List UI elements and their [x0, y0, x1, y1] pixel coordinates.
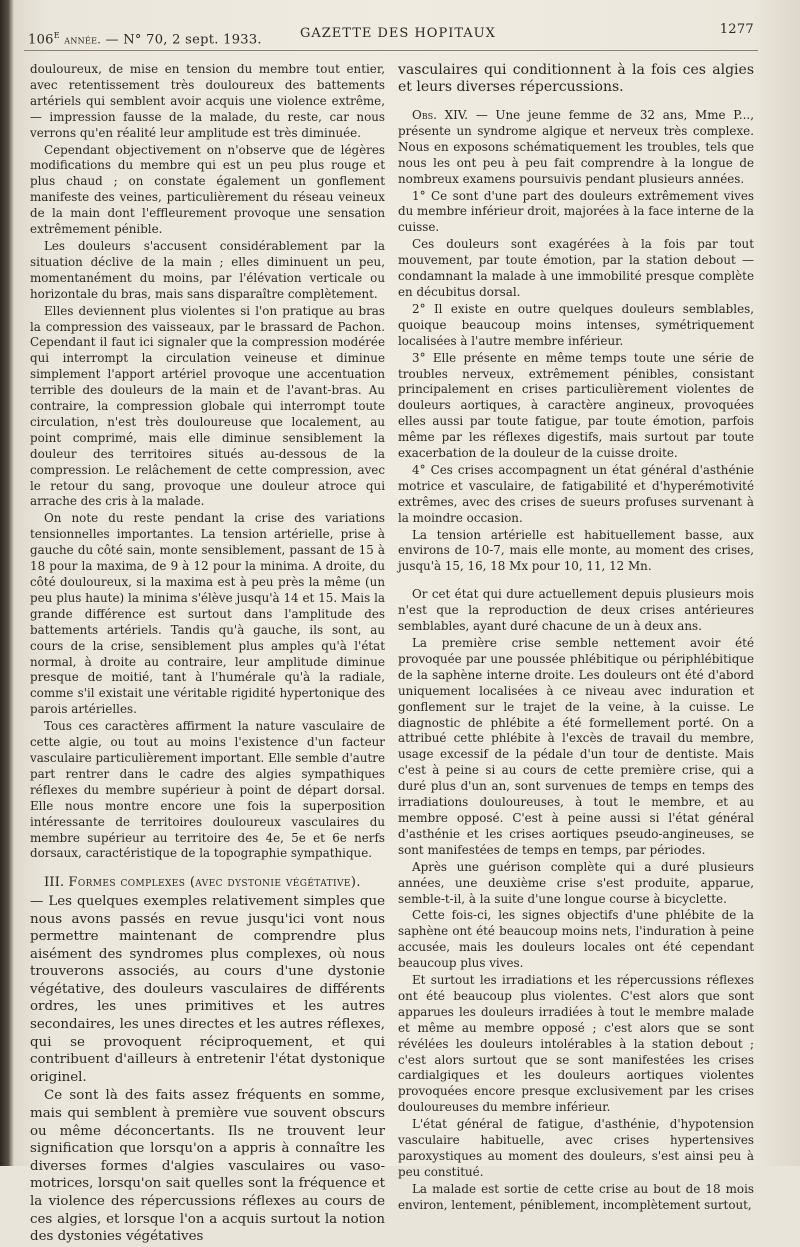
observation-label: Obs. XIV.	[412, 108, 469, 122]
header-volume-word: année.	[64, 33, 102, 47]
observation-paragraph	[398, 108, 754, 188]
paragraph: 1° Ce sont d'une part des douleurs extrêmement vives du membre inférieur droit, majorées à la face interne de la cuisse.	[398, 188, 754, 235]
running-header	[28, 22, 754, 48]
paragraph: L'état général de fatigue, d'asthénie, d'hypotension vasculaire habituelle, avec crises hypertensives paroxystiques au moment des douleurs, s'est ainsi peu à peu constitué.	[398, 1117, 754, 1179]
paragraph: On note du reste pendant la crise des variations tensionnelles importantes. La tension artérielle, prise à gauche du côté sain, monte sensiblement, passant de 15 à 18 pour la maxima, de 9 à 12 pour la minima. A droite, du côté douloureux, si la maxima est à peu près la même (un peu plus haute) la minima s'élève jusqu'à 14 et 15. Mais la grande différence est surtout dans l'amplitude des battements artériels. Tandis qu'à gauche, ils sont, au cours de la crise, sensiblement plus amples qu'à l'état normal, à droite au contraire, leur amplitude diminue presque de moitié, tant à l'humérale qu'à la radiale, comme s'il existait une véritable rigidité hypertonique des parois artérielles.	[30, 511, 385, 717]
paragraph: Après une guérison complète qui a duré plusieurs années, une deuxième crise s'est produite, apparue, semble-t-il, à la suite d'une longue course à bicyclette.	[398, 859, 754, 906]
paragraph: Ce sont là des faits assez fréquents en somme, mais qui semblent à première vue souvent obscurs ou même déconcertants. Ils ne trouvent leur signification que lorsqu'on a appris à connaître les diverses formes d'algies vasculaires ou vaso-motrices, lorsqu'on sait quelles sont la fréquence et la violence des répercussions réflexes au cours de ces algies, et lorsque l'on a acquis surtout la notion des dystonies végétatives	[30, 1088, 385, 1245]
paragraph: 3° Elle présente en même temps toute une série de troubles nerveux, extrêmement pénibles, consistant principalement en crises particulièrement violentes de douleurs aortiques, à caractère angineux, provoquées elles aussi par toute fatigue, par toute émotion, parfois même par les réflexes digestifs, mais surtout par toute exacerbation de la douleur de la cuisse droite.	[398, 350, 754, 461]
paragraph: Or cet état qui dure actuellement depuis plusieurs mois n'est que la reproduction de deux crises antérieures semblables, ayant duré chacune de un à deux ans.	[398, 587, 754, 634]
paragraph: — Les quelques exemples relativement simples que nous avons passés en revue jusqu'ici vont nous permettre maintenant de comprendre plus aisément des syndromes plus complexes, où nous trouverons associés, au cours d'une dystonie végétative, des douleurs vasculaires de différents ordres, les unes primitives et les autres secondaires, les unes directes et les autres réflexes, qui se provoquent réciproquement, et qui contribuent d'ailleurs à entretenir l'état dystonique originel.	[30, 893, 385, 1085]
paragraph: La tension artérielle est habituellement basse, aux environs de 10-7, mais elle monte, au moment des crises, jusqu'à 15, 16, 18 Mx pour 10, 11, 12 Mn.	[398, 527, 754, 574]
page-binding-shadow	[0, 0, 14, 1166]
paragraph: Elles deviennent plus violentes si l'on pratique au bras la compression des vaisseaux, par le brassard de Pachon. Cependant il faut ici signaler que la compression modérée qui interrompt la circulation veineuse et diminue simplement l'apport artériel provoque une accentuation terrible des douleurs de la main et de l'avant-bras. Au contraire, la compression globale qui interrompt toute circulation, n'est très douloureuse que localement, au point comprimé, mais elle diminue sensiblement la douleur des territoires situés au-dessous de la compression. Le relâchement de cette compression, avec le retour du sang, provoque une douleur atroce qui arrache des cris à la malade.	[30, 303, 385, 509]
observation-text: — Une jeune femme de 32 ans, Mme P..., présente un syndrome algique et nerveux très complexe. Nous en exposons schématiquement les troubles, tels que nous les ont peu à peu fait comprendre à la longue de nombreux examens poursuivis pendant plusieurs années.	[398, 108, 754, 186]
section-title: Formes complexes (avec dystonie végétative).	[68, 875, 361, 891]
section-heading	[30, 874, 385, 892]
paragraph: Tous ces caractères affirment la nature vasculaire de cette algie, ou tout au moins l'existence d'un facteur vasculaire particulièrement important. Elle semble d'autre part rentrer dans le cadre des algies sympathiques réflexes du membre supérieur à point de départ dorsal. Elle nous montre encore une fois la superposition intéressante de territoires douloureux vasculaires du membre supérieur au territoire des 4e, 5e et 6e nerfs dorsaux, caractéristique de la topographie sympathique.	[30, 719, 385, 861]
header-page-number: 1277	[719, 22, 754, 37]
paragraph: Cette fois-ci, les signes objectifs d'une phlébite de la saphène ont été beaucoup moins nets, l'induration à peine accusée, mais les douleurs locales ont été cependant beaucoup plus vives.	[398, 908, 754, 971]
left-column	[30, 62, 385, 1247]
paragraph: 2° Il existe en outre quelques douleurs semblables, quoique beaucoup moins intenses, symétriquement localisées à l'autre membre inférieur.	[398, 301, 754, 348]
section-number: III.	[44, 875, 65, 891]
paragraph: La malade est sortie de cette crise au bout de 18 mois environ, lentement, péniblement, incomplètement surtout,	[398, 1181, 754, 1212]
paragraph: La première crise semble nettement avoir été provoquée par une poussée phlébitique ou périphlébitique de la saphène interne droite. Les douleurs ont été d'abord uniquement localisées à ce niveau avec induration et gonflement sur le trajet de la veine, à la cuisse. Le diagnostic de phlébite a été formellement porté. On a attribué cette phlébite à l'excès de travail du membre, usage excessif de la pédale d'un tour de dentiste. Mais c'est à peine si au cours de cette première crise, qui a duré plus d'un an, sont survenues de temps en temps des irradiations douloureuses, à tout le membre, et au membre opposé. C'est à peine aussi si l'état général d'asthénie et les crises aortiques pseudo-angineuses, se sont manifestées de temps en temps, par périodes.	[398, 636, 754, 857]
paragraph: vasculaires qui conditionnent à la fois ces algies et leurs diverses répercussions.	[398, 62, 754, 95]
header-issue: — N° 70, 2 sept. 1933.	[105, 32, 262, 48]
right-column	[398, 62, 754, 1215]
paragraph: Ces douleurs sont exagérées à la fois par tout mouvement, par toute émotion, par la station debout — condamnant la malade à une immobilité presque complète en décubitus dorsal.	[398, 237, 754, 299]
header-journal-title: GAZETTE DES HOPITAUX	[300, 26, 496, 41]
paragraph: 4° Ces crises accompagnent un état général d'asthénie motrice et vasculaire, de fatigabilité et d'hyperémotivité extrêmes, avec des crises de sueurs profuses survenant à la moindre occasion.	[398, 462, 754, 525]
paragraph: douloureux, de mise en tension du membre tout entier, avec retentissement très douloureux des battements artériels qui semblent avoir acquis une violence extrême, — impression fausse de la malade, du reste, car nous verrons qu'en réalité leur amplitude est très diminuée.	[30, 62, 385, 140]
header-issue-info	[28, 28, 262, 47]
paragraph: Et surtout les irradiations et les répercussions réflexes ont été beaucoup plus violentes. C'est alors que sont apparues les douleurs irradiées à tout le membre malade et même au membre opposé ; c'est alors que se sont révélées les douleurs intolérables à la station debout ; c'est alors surtout que se sont manifestées les crises cardialgiques et les douleurs aortiques violentes provoquées encore presque exclusivement par les crises douloureuses du membre inférieur.	[398, 973, 754, 1115]
header-volume: 106	[28, 32, 54, 48]
header-volume-sup: e	[53, 28, 60, 41]
paragraph: Les douleurs s'accusent considérablement par la situation déclive de la main ; elles diminuent un peu, momentanément du moins, par l'élévation verticale ou horizontale du bras, mais sans disparaître complètement.	[30, 238, 385, 301]
header-rule	[24, 50, 758, 51]
paragraph: Cependant objectivement on n'observe que de légères modifications du membre qui est un peu plus rouge et plus chaud ; on constate également un gonflement manifeste des veines, particulièrement du réseau veineux de la main dont l'effleurement provoque une sensation extrêmement pénible.	[30, 142, 385, 237]
